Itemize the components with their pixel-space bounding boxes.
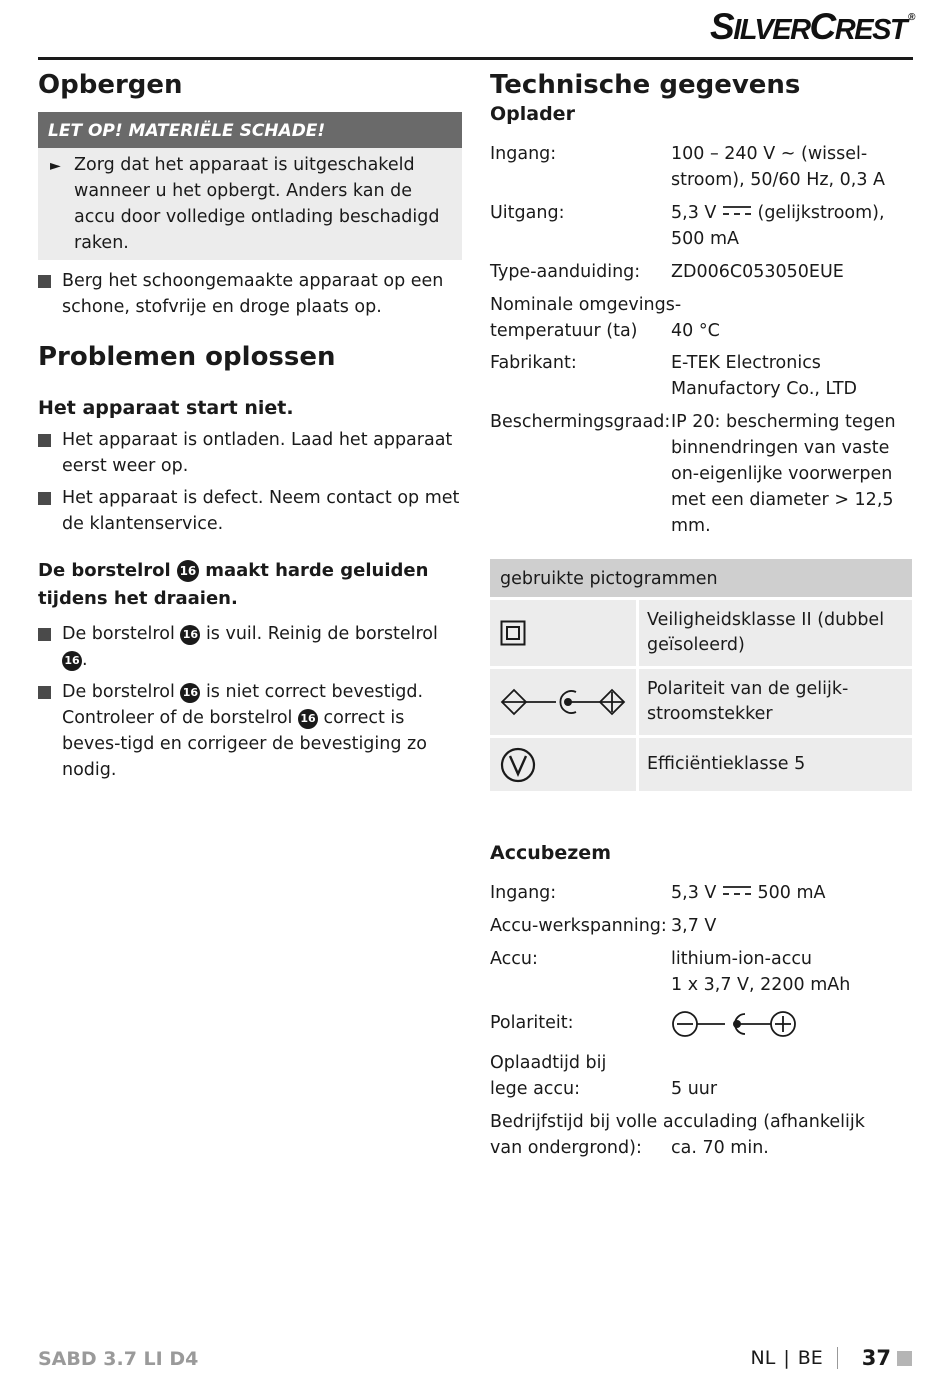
brand-logo: SILVERCREST ® — [710, 6, 914, 47]
square-bullet-icon — [38, 686, 51, 699]
header-rule — [38, 57, 913, 60]
list-item: Het apparaat is defect. Neem contact op met de klantenservice. — [38, 485, 462, 537]
page-footer: NL | BE 37 — [751, 1346, 913, 1370]
brush-heading: De borstelrol 16 maakt harde geluiden tijdens het draaien. — [38, 560, 429, 609]
spec-accu: Accu: lithium-ion-accu 1 x 3,7 V, 2200 mAh — [490, 949, 851, 995]
square-bullet-icon — [38, 628, 51, 641]
spec-bedrijfstijd: Bedrijfstijd bij volle acculading (afhankelijk van ondergrond): ca. 70 min. — [490, 1112, 865, 1158]
spec-accu-spanning: Accu-werkspanning: 3,7 V — [490, 916, 717, 936]
oplader-heading: Oplader — [490, 103, 575, 125]
polarity-icon — [671, 1010, 799, 1038]
spec-temperatuur: Nominale omgevings- temperatuur (ta) 40 °C — [490, 295, 720, 341]
accubezem-heading: Accubezem — [490, 842, 611, 864]
language-label-2: BE — [797, 1347, 823, 1369]
list-item: De borstelrol 16 is niet correct bevestigd. Controleer of de borstelrol 16 correct is beves-tigd en corrigeer de bevestiging zo nodig. — [38, 679, 462, 783]
left-column — [38, 64, 462, 783]
part-number-badge: 16 — [62, 651, 82, 671]
page-number: 37 — [861, 1346, 891, 1370]
tech-heading: Technische gegevens — [490, 70, 801, 100]
page-marker — [897, 1351, 912, 1366]
polarity-icon — [500, 687, 628, 717]
pictogram-table — [490, 559, 912, 791]
square-bullet-icon — [38, 434, 51, 447]
dc-symbol-icon — [722, 885, 752, 897]
warning-box — [38, 148, 462, 260]
table-row: Veiligheidsklasse II (dubbel geïsoleerd) — [490, 600, 912, 666]
part-number-badge: 16 — [298, 709, 318, 729]
double-insulation-icon — [500, 620, 526, 646]
warning-text: Zorg dat het apparaat is uitgeschakeld wanneer u het opbergt. Anders kan de accu door volledige ontlading beschadigd raken. — [74, 155, 440, 253]
right-column — [490, 64, 912, 1161]
language-label: NL — [750, 1347, 776, 1369]
spec-uitgang: Uitgang: 5,3 V (gelijkstroom), 500 mA — [490, 203, 885, 249]
spec-oplaadtijd: Oplaadtijd bij lege accu: 5 uur — [490, 1053, 718, 1099]
part-number-badge: 16 — [180, 625, 200, 645]
spec-accu-ingang: Ingang: 5,3 V 500 mA — [490, 883, 826, 903]
part-number-badge: 16 — [180, 683, 200, 703]
pictogram-table-header: gebruikte pictogrammen — [490, 559, 912, 597]
spec-type: Type-aanduiding: ZD006C053050EUE — [490, 262, 844, 282]
list-item: De borstelrol 16 is vuil. Reinig de borstelrol 16 . — [38, 621, 462, 673]
square-bullet-icon — [38, 492, 51, 505]
model-number: SABD 3.7 LI D4 — [38, 1348, 199, 1370]
opbergen-heading: Opbergen — [38, 70, 183, 100]
list-item: Berg het schoongemaakte apparaat op een schone, stofvrije en droge plaats op. — [38, 268, 462, 320]
part-number-badge: 16 — [177, 560, 199, 582]
warning-header: LET OP! MATERIËLE SCHADE! — [38, 112, 462, 148]
arrow-bullet-icon: ► — [50, 158, 61, 174]
problemen-heading: Problemen oplossen — [38, 342, 336, 372]
spec-ingang: Ingang: 100 – 240 V ~ (wissel-stroom), 50/60 Hz, 0,3 A — [490, 144, 886, 190]
square-bullet-icon — [38, 275, 51, 288]
dc-symbol-icon — [722, 205, 752, 217]
table-row: Polariteit van de gelijk-stroomstekker — [490, 669, 912, 735]
spec-polariteit: Polariteit: — [490, 1010, 912, 1046]
spec-fabrikant: Fabrikant: E-TEK Electronics Manufactory Co., LTD — [490, 353, 858, 399]
table-row: Efficiëntieklasse 5 — [490, 738, 912, 791]
start-heading: Het apparaat start niet. — [38, 397, 294, 419]
list-item: Het apparaat is ontladen. Laad het apparaat eerst weer op. — [38, 427, 462, 479]
efficiency-v-icon — [500, 747, 536, 783]
spec-bescherming: Beschermingsgraad: IP 20: bescherming tegen binnendringen van vaste on-eigenlijke voorwerpen met een diameter > 12,5 mm. — [490, 412, 896, 536]
